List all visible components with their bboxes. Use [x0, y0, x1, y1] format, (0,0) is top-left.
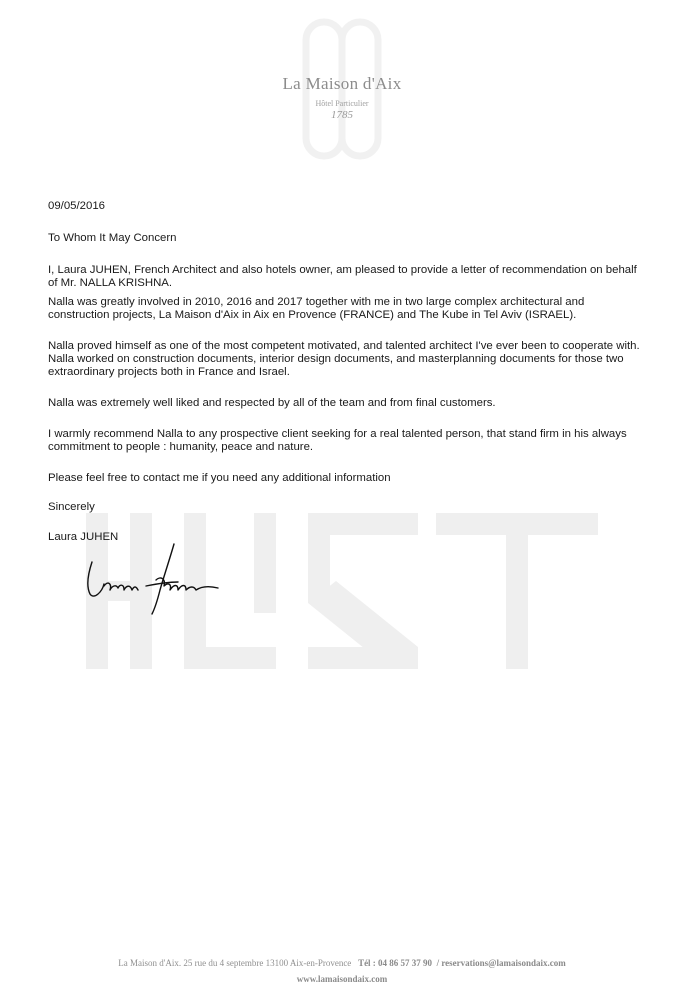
- letter-greeting: To Whom It May Concern: [48, 232, 177, 244]
- paragraph-recommendation: I warmly recommend Nalla to any prospective client seeking for a real talented person, that stand firm in his always commitment to people : humanity, peace and nature.: [48, 428, 627, 453]
- brand-name: La Maison d'Aix: [282, 74, 402, 93]
- signer-name: Laura JUHEN: [48, 531, 119, 543]
- footer-address: La Maison d'Aix. 25 rue du 4 septembre 13100 Aix-en-Provence: [118, 958, 352, 968]
- letter-date: 09/05/2016: [48, 200, 106, 212]
- paragraph-respect: Nalla was extremely well liked and respected by all of the team and from final customers.: [48, 397, 496, 409]
- brand-subtitle: Hôtel Particulier: [315, 99, 369, 108]
- footer-website-link[interactable]: www.lamaisondaix.com: [296, 974, 388, 984]
- paragraph-contact: Please feel free to contact me if you need any additional information: [48, 472, 391, 484]
- paragraph-competence: Nalla proved himself as one of the most competent motivated, and talented architect I've ever been to cooperate with. Nalla worked on construction documents, interior design documents, and masterplanning documents for those two extraordinary projects both in France and Israel.: [48, 340, 640, 378]
- brand-year: 1785: [331, 109, 353, 121]
- letterhead: [0, 0, 684, 170]
- letter-closing: Sincerely: [48, 501, 95, 513]
- signature-icon: [86, 540, 226, 620]
- footer-contact-line: [0, 958, 684, 968]
- letter-body: [48, 200, 648, 544]
- footer-email[interactable]: / reservations@lamaisondaix.com: [436, 958, 566, 968]
- paragraph-introduction: I, Laura JUHEN, French Architect and also hotels owner, am pleased to provide a letter of recommendation on behalf of Mr. NALLA KRISHNA.: [48, 264, 637, 289]
- paragraph-projects: Nalla was greatly involved in 2010, 2016 and 2017 together with me in two large complex architectural and construction projects, La Maison d'Aix in Aix en Provence (FRANCE) and The Kube in Tel Aviv (ISRAEL).: [48, 296, 585, 321]
- footer-phone: Tél : 04 86 57 37 90: [358, 958, 433, 968]
